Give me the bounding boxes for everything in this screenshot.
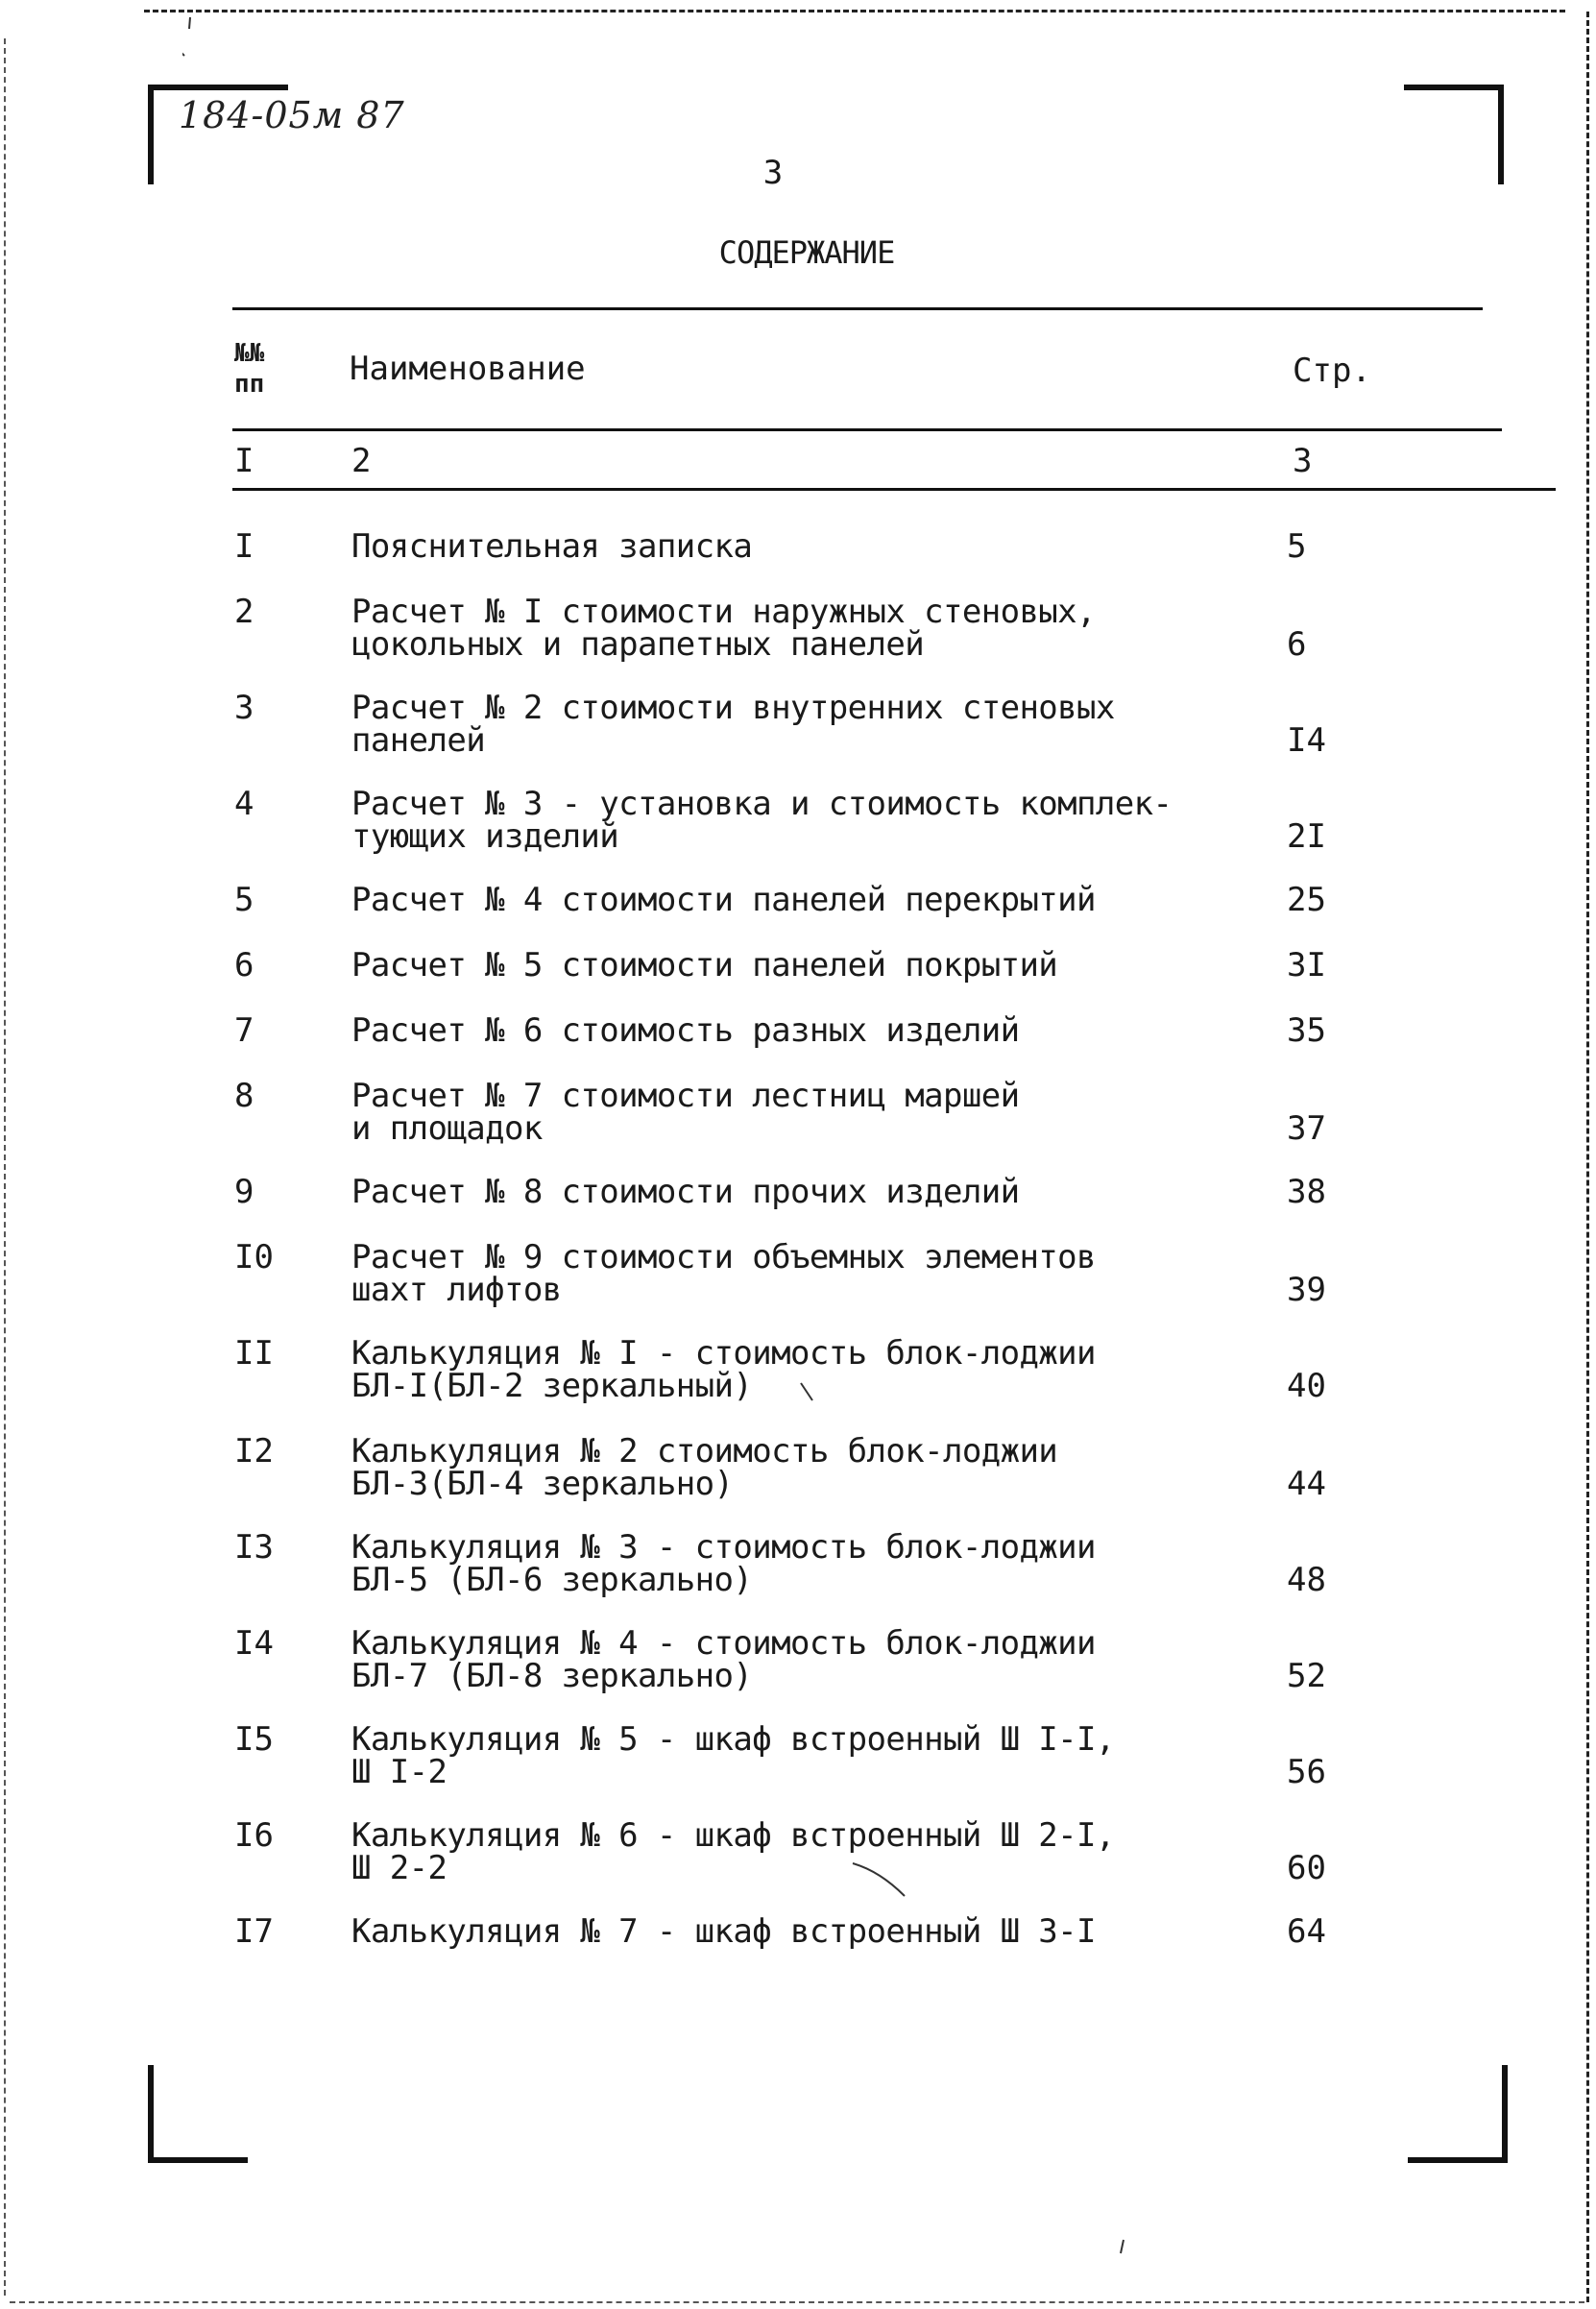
row-number: I5 <box>234 1720 274 1759</box>
row-title <box>351 1816 1216 1887</box>
row-title <box>351 881 1216 919</box>
row-page: 5 <box>1287 527 1307 566</box>
row-page: 6 <box>1287 625 1307 664</box>
row-page: 35 <box>1287 1011 1326 1050</box>
row-title <box>351 1624 1216 1695</box>
cut-line-right <box>1586 12 1589 2302</box>
row-title-line: Расчет № 2 стоимости внутренних стеновых <box>351 689 1115 727</box>
row-page: 2I <box>1287 817 1326 856</box>
row-title <box>351 1912 1216 1951</box>
row-title-line: Ш 2-2 <box>351 1849 447 1887</box>
row-title-line: Калькуляция № I - стоимость блок-лоджии <box>351 1334 1096 1373</box>
row-number: I <box>234 527 254 566</box>
row-number: 4 <box>234 785 254 823</box>
row-number: I6 <box>234 1816 274 1855</box>
column-header-name: Наименование <box>350 350 586 388</box>
corner-mark-top-right <box>1404 85 1504 184</box>
row-title <box>351 946 1216 984</box>
row-title-line: Калькуляция № 5 - шкаф встроенный Ш I-I, <box>351 1720 1115 1759</box>
row-number: II <box>234 1334 274 1373</box>
row-page: 40 <box>1287 1367 1326 1405</box>
row-title-line: Расчет № 7 стоимости лестниц маршей <box>351 1077 1020 1115</box>
row-number: 9 <box>234 1173 254 1211</box>
table-header-rule <box>232 428 1502 431</box>
row-title-line: БЛ-5 (БЛ-6 зеркально) <box>351 1561 753 1599</box>
row-title-line: Пояснительная записка <box>351 527 753 566</box>
row-title-line: Расчет № 8 стоимости прочих изделий <box>351 1173 1020 1211</box>
cut-line-top <box>144 10 1565 12</box>
row-page: 44 <box>1287 1465 1326 1503</box>
row-number: 3 <box>234 689 254 727</box>
corner-mark-bottom-right <box>1408 2065 1508 2163</box>
row-title-line: Калькуляция № 7 - шкаф встроенный Ш 3-I <box>351 1912 1096 1951</box>
row-title-line: Расчет № 6 стоимость разных изделий <box>351 1011 1020 1050</box>
column-header-number <box>234 338 264 400</box>
row-number: 5 <box>234 881 254 919</box>
handwritten-note: 184-05м 87 <box>179 94 405 136</box>
row-title-line: цокольных и парапетных панелей <box>351 625 925 664</box>
column-index-3: 3 <box>1293 442 1313 480</box>
row-page: 52 <box>1287 1657 1326 1695</box>
row-title-line: Расчет № 3 - установка и стоимость комплек- <box>351 785 1173 823</box>
page-number: 3 <box>762 154 784 192</box>
row-title-line: шахт лифтов <box>351 1271 562 1309</box>
column-index-2: 2 <box>351 442 372 480</box>
corner-mark-bottom-left <box>148 2065 248 2163</box>
row-page: 38 <box>1287 1173 1326 1211</box>
row-title <box>351 1077 1216 1148</box>
row-title <box>351 1011 1216 1050</box>
row-title-line: Расчет № I стоимости наружных стеновых, <box>351 593 1096 631</box>
row-title-line: БЛ-7 (БЛ-8 зеркально) <box>351 1657 753 1695</box>
row-title-line: Калькуляция № 2 стоимость блок-лоджии <box>351 1432 1058 1470</box>
column-header-page: Стр. <box>1293 352 1371 390</box>
column-header-number-line1: №№ <box>234 339 265 368</box>
row-page: 48 <box>1287 1561 1326 1599</box>
row-title-line: и площадок <box>351 1109 543 1148</box>
row-title-line: панелей <box>351 721 486 760</box>
row-title <box>351 1720 1216 1791</box>
row-title-line: БЛ-3(БЛ-4 зеркально) <box>351 1465 734 1503</box>
row-page: 37 <box>1287 1109 1326 1148</box>
row-title <box>351 1173 1216 1211</box>
row-title <box>351 1432 1216 1503</box>
row-page: 56 <box>1287 1753 1326 1791</box>
row-number: 7 <box>234 1011 254 1050</box>
row-number: 2 <box>234 593 254 631</box>
pen-stroke-1 <box>799 1381 818 1404</box>
row-title-line: Расчет № 5 стоимости панелей покрытий <box>351 946 1058 984</box>
pen-stroke-2 <box>851 1861 908 1900</box>
row-number: 8 <box>234 1077 254 1115</box>
row-page: 64 <box>1287 1912 1326 1951</box>
row-title-line: БЛ-I(БЛ-2 зеркальный) <box>351 1367 753 1405</box>
row-title <box>351 1334 1216 1405</box>
row-page: 3I <box>1287 946 1326 984</box>
column-header-number-line2: пп <box>234 370 265 399</box>
cut-line-bottom <box>10 2301 1584 2303</box>
row-title-line: Ш I-2 <box>351 1753 447 1791</box>
row-title-line: Расчет № 4 стоимости панелей перекрытий <box>351 881 1096 919</box>
row-title-line: Калькуляция № 4 - стоимость блок-лоджии <box>351 1624 1096 1663</box>
row-page: 39 <box>1287 1271 1326 1309</box>
row-title-line: Калькуляция № 6 - шкаф встроенный Ш 2-I, <box>351 1816 1115 1855</box>
table-top-rule <box>232 307 1483 310</box>
row-page: 60 <box>1287 1849 1326 1887</box>
row-page: 25 <box>1287 881 1326 919</box>
row-number: I7 <box>234 1912 274 1951</box>
table-index-rule <box>232 488 1556 491</box>
row-page: I4 <box>1287 721 1326 760</box>
row-title-line: Расчет № 9 стоимости объемных элементов <box>351 1238 1096 1276</box>
pen-stroke-4 <box>182 13 196 61</box>
row-title <box>351 1528 1216 1599</box>
row-title <box>351 527 1216 566</box>
row-title <box>351 1238 1216 1309</box>
row-number: 6 <box>234 946 254 984</box>
row-number: I0 <box>234 1238 274 1276</box>
row-title <box>351 689 1216 760</box>
column-index-1: I <box>234 442 254 480</box>
cut-line-left <box>4 38 6 2296</box>
row-title <box>351 785 1216 856</box>
row-title-line: Калькуляция № 3 - стоимость блок-лоджии <box>351 1528 1096 1567</box>
page-title: СОДЕРЖАНИЕ <box>718 234 895 271</box>
row-number: I4 <box>234 1624 274 1663</box>
row-title <box>351 593 1216 664</box>
pen-stroke-3 <box>1118 2238 1127 2257</box>
row-number: I3 <box>234 1528 274 1567</box>
row-title-line: тующих изделий <box>351 817 619 856</box>
row-number: I2 <box>234 1432 274 1470</box>
